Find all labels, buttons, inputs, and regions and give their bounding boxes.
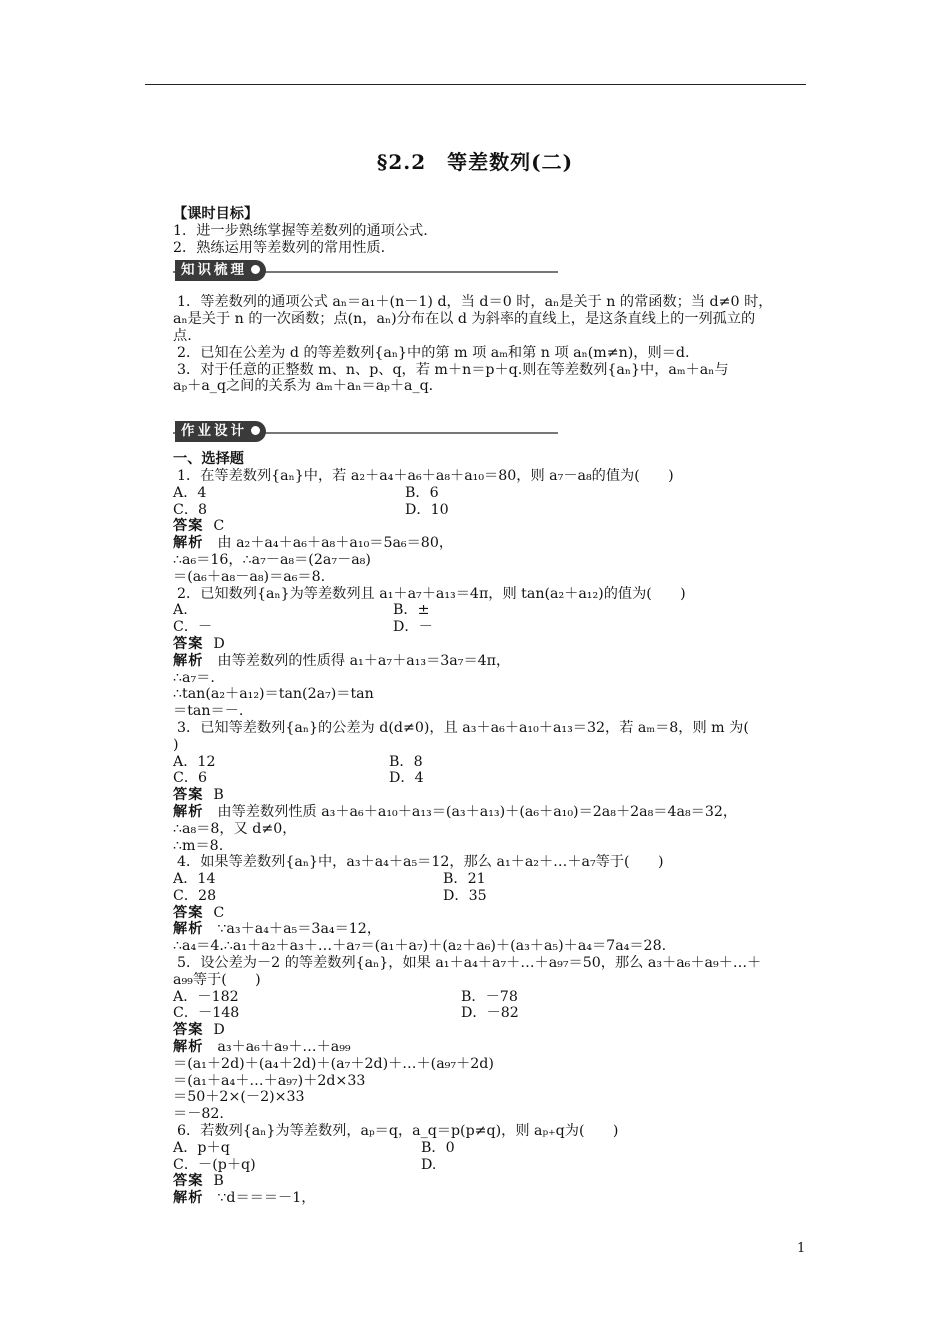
solution-line: ∴a₇＝.: [173, 669, 215, 686]
option-choice: D.: [421, 1156, 437, 1173]
option-choice: D．10: [405, 501, 449, 518]
option-choice: B．6: [405, 484, 439, 501]
question-stem: 1．在等差数列{aₙ}中，若 a₂＋a₄＋a₆＋a₈＋a₁₀＝80，则 a₇－a₈的值为( ): [177, 467, 674, 484]
question-item: [173, 955, 813, 1123]
answer-label: 答案: [173, 518, 204, 535]
question-item: [173, 1123, 813, 1207]
option-grid: [173, 989, 813, 1023]
solution-text: ∵d＝＝＝－1，: [217, 1190, 316, 1207]
solution-line: ∴tan(a₂＋a₁₂)＝tan(2a₇)＝tan: [173, 686, 374, 703]
option-grid: [173, 1140, 813, 1174]
answer-label: 答案: [173, 1022, 204, 1039]
solution-line: ∴a₆＝16，∴a₇－a₈＝(2a₇－a₈): [173, 551, 371, 568]
solution-text: 由等差数列性质 a₃＋a₆＋a₁₀＋a₁₃＝(a₃＋a₁₃)＋(a₆＋a₁₀)＝2a₈＋2a₈＝4a₈＝32，: [217, 803, 738, 820]
goal-item: 1．进一步熟练掌握等差数列的通项公式.: [173, 222, 428, 239]
question-stem: a₉₉等于( ): [173, 971, 261, 988]
option-choice: B．8: [389, 753, 423, 770]
knowledge-line: 1．等差数列的通项公式 aₙ＝a₁＋(n－1) d，当 d＝0 时，aₙ是关于 n 的常函数；当 d≠0 时，: [177, 294, 773, 311]
answer-line: [173, 636, 813, 653]
section-banner-knowledge: [173, 256, 813, 290]
answer-value: D: [213, 635, 225, 652]
page-number: 1: [797, 1241, 806, 1256]
question-item: [173, 586, 813, 720]
option-choice: D．－: [393, 619, 433, 636]
knowledge-block: [173, 294, 813, 395]
option-grid: [173, 871, 813, 905]
option-choice: B．0: [421, 1139, 455, 1156]
question-item: [173, 854, 813, 955]
option-choice: A．－182: [173, 988, 239, 1005]
solution-line: [173, 1190, 813, 1207]
goal-item: 2．熟练运用等差数列的常用性质.: [173, 239, 386, 256]
question-list: [173, 468, 813, 1207]
option-choice: A．12: [173, 753, 216, 770]
answer-value: C: [213, 518, 225, 535]
option-choice: C．－148: [173, 1005, 240, 1022]
option-grid: [173, 754, 813, 788]
answer-value: B: [213, 787, 224, 804]
answer-label: 答案: [173, 904, 204, 921]
knowledge-line: 点.: [173, 327, 192, 344]
knowledge-line: 2．已知在公差为 d 的等差数列{aₙ}中的第 m 项 aₘ和第 n 项 aₙ(m≠n)，则＝d.: [177, 344, 690, 361]
option-choice: D．4: [389, 770, 424, 787]
bullet-dot-icon: [251, 265, 260, 274]
option-grid: [173, 602, 813, 636]
option-choice: C．8: [173, 501, 208, 518]
solution-line: ∴m＝8.: [173, 837, 224, 854]
option-grid: [173, 485, 813, 519]
solution-line: ∴a₈＝8，又 d≠0，: [173, 820, 297, 837]
solution-line: [173, 804, 813, 821]
question-stem: ): [173, 736, 179, 753]
page-title: §2.2 等差数列(二): [376, 150, 574, 174]
answer-line: [173, 787, 813, 804]
question-stem: 6．若数列{aₙ}为等差数列，aₚ＝q，a_q＝p(p≠q)，则 aₚ₊q为( ): [177, 1123, 619, 1140]
solution-text: 由 a₂＋a₄＋a₆＋a₈＋a₁₀＝5a₆＝80，: [217, 535, 454, 552]
solution-label: 解析: [173, 1039, 204, 1056]
solution-line: [173, 535, 813, 552]
option-choice: C．－: [173, 619, 213, 636]
answer-line: [173, 1173, 813, 1190]
banner-label: [175, 260, 266, 281]
solution-line: ＝(a₁＋2d)＋(a₄＋2d)＋(a₇＋2d)＋…＋(a₉₇＋2d): [173, 1055, 494, 1072]
option-choice: A.: [173, 602, 188, 619]
answer-label: 答案: [173, 1173, 204, 1190]
solution-label: 解析: [173, 803, 204, 820]
option-choice: B．－78: [461, 988, 518, 1005]
option-choice: D．35: [443, 887, 487, 904]
knowledge-line: aₚ＋a_q之间的关系为 aₘ＋aₙ＝aₚ＋a_q.: [173, 378, 434, 395]
question-item: [173, 468, 813, 586]
solution-label: 解析: [173, 1190, 204, 1207]
knowledge-line: 3．对于任意的正整数 m、n、p、q，若 m＋n＝p＋q.则在等差数列{aₙ}中，aₘ＋aₙ与: [177, 361, 729, 378]
header-rule: [145, 84, 806, 85]
question-stem: 5．设公差为－2 的等差数列{aₙ}，如果 a₁＋a₄＋a₇＋…＋a₉₇＝50，那么 a₃＋a₆＋a₉＋…＋: [177, 955, 762, 972]
solution-label: 解析: [173, 535, 204, 552]
solution-line: ∴a₄＝4.∴a₁＋a₂＋a₃＋…＋a₇＝(a₁＋a₇)＋(a₂＋a₆)＋(a₃＋a₅)＋a₄＝7a₄＝28.: [173, 938, 667, 955]
solution-text: a₃＋a₆＋a₉＋…＋a₉₉: [217, 1039, 351, 1056]
option-choice: A．4: [173, 484, 207, 501]
solution-line: ＝(a₁＋a₄＋…＋a₉₇)＋2d×33: [173, 1072, 366, 1089]
option-choice: A．14: [173, 871, 216, 888]
part-heading: 一、选择题: [173, 451, 244, 468]
answer-value: D: [213, 1022, 225, 1039]
solution-line: [173, 653, 813, 670]
goals-heading: 【课时目标】: [173, 206, 259, 222]
section-banner-homework: [173, 417, 813, 451]
solution-line: ＝(a₆＋a₈－a₈)＝a₆＝8.: [173, 568, 326, 585]
answer-line: [173, 518, 813, 535]
solution-label: 解析: [173, 921, 204, 938]
option-choice: A．p＋q: [173, 1139, 230, 1156]
solution-line: [173, 921, 813, 938]
answer-value: B: [213, 1173, 224, 1190]
answer-value: C: [213, 904, 225, 921]
option-choice: B．21: [443, 871, 486, 888]
answer-line: [173, 905, 813, 922]
solution-line: [173, 1039, 813, 1056]
banner-label: [175, 421, 266, 442]
option-choice: C．－(p＋q): [173, 1156, 256, 1173]
banner-text: 作业设计: [181, 423, 247, 440]
option-choice: B．±: [393, 602, 430, 619]
answer-label: 答案: [173, 635, 204, 652]
option-choice: C．6: [173, 770, 208, 787]
solution-text: 由等差数列的性质得 a₁＋a₇＋a₁₃＝3a₇＝4π，: [217, 652, 511, 669]
solution-text: ∵a₃＋a₄＋a₅＝3a₄＝12，: [217, 921, 382, 938]
question-stem: 4．如果等差数列{aₙ}中，a₃＋a₄＋a₅＝12，那么 a₁＋a₂＋…＋a₇等于( ): [177, 854, 664, 871]
question-stem: 3．已知等差数列{aₙ}的公差为 d(d≠0)，且 a₃＋a₆＋a₁₀＋a₁₃＝32，若 aₘ＝8，则 m 为(: [177, 719, 749, 736]
option-choice: C．28: [173, 887, 217, 904]
document-body: [173, 206, 813, 1207]
question-stem: 2．已知数列{aₙ}为等差数列且 a₁＋a₇＋a₁₃＝4π，则 tan(a₂＋a₁₂)的值为( ): [177, 585, 686, 602]
solution-line: ＝50＋2×(－2)×33: [173, 1089, 305, 1106]
banner-text: 知识梳理: [181, 262, 247, 279]
answer-label: 答案: [173, 787, 204, 804]
solution-line: ＝tan＝－.: [173, 703, 244, 720]
solution-line: ＝－82.: [173, 1106, 224, 1123]
knowledge-line: aₙ是关于 n 的一次函数；点(n，aₙ)分布在以 d 为斜率的直线上，是这条直线上的一列孤立的: [173, 311, 756, 328]
option-choice: D．－82: [461, 1005, 519, 1022]
bullet-dot-icon: [251, 426, 260, 435]
solution-label: 解析: [173, 652, 204, 669]
answer-line: [173, 1022, 813, 1039]
question-item: [173, 720, 813, 854]
